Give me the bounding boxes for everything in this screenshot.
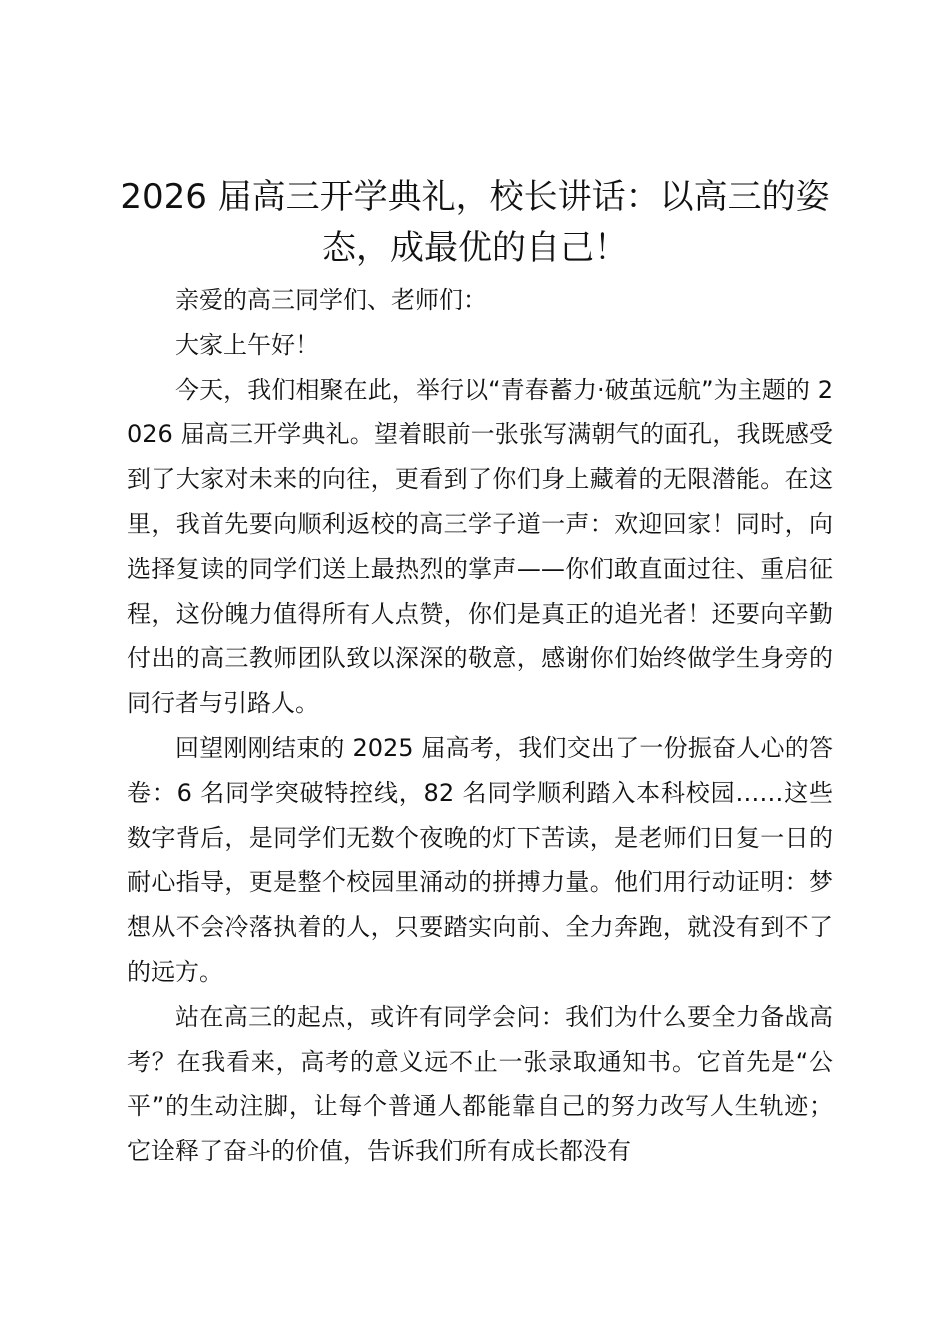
paragraph-review: 回望刚刚结束的 2025 届高考，我们交出了一份振奋人心的答卷：6 名同学突破特控线，82 名同学顺利踏入本科校园……这些数字背后，是同学们无数个夜晚的灯下苦读，是老师们日复一日的耐心指导，更是整个校园里涌动的拼搏力量。他们用行动证明：梦想从不会冷落执着的人，只要踏实向前、全力奔跑，就没有到不了的远方。 — [127, 733, 833, 986]
document-title: 2026 届高三开学典礼，校长讲话：以高三的姿态，成最优的自己！ — [120, 177, 830, 268]
greeting: 大家上午好！ — [175, 330, 319, 359]
document-body — [127, 278, 833, 1174]
paragraph-opening: 今天，我们相聚在此，举行以“青春蓄力·破茧远航”为主题的 2026 届高三开学典礼。望着眼前一张张写满朝气的面孔，我既感受到了大家对未来的向往，更看到了你们身上藏着的无限潜能。在这里，我首先要向顺利返校的高三学子道一声：欢迎回家！同时，向选择复读的同学们送上最热烈的掌声——你们敢直面过往、重启征程，这份魄力值得所有人点赞，你们是真正的追光者！还要向辛勤付出的高三教师团队致以深深的敬意，感谢你们始终做学生身旁的同行者与引路人。 — [127, 375, 833, 718]
salutation: 亲爱的高三同学们、老师们： — [175, 286, 487, 314]
paragraph-meaning: 站在高三的起点，或许有同学会问：我们为什么要全力备战高考？在我看来，高考的意义远不止一张录取通知书。它首先是“公平”的生动注脚，让每个普通人都能靠自己的努力改写人生轨迹；它诠释了奋斗的价值，告诉我们所有成长都没有 — [127, 1002, 833, 1166]
